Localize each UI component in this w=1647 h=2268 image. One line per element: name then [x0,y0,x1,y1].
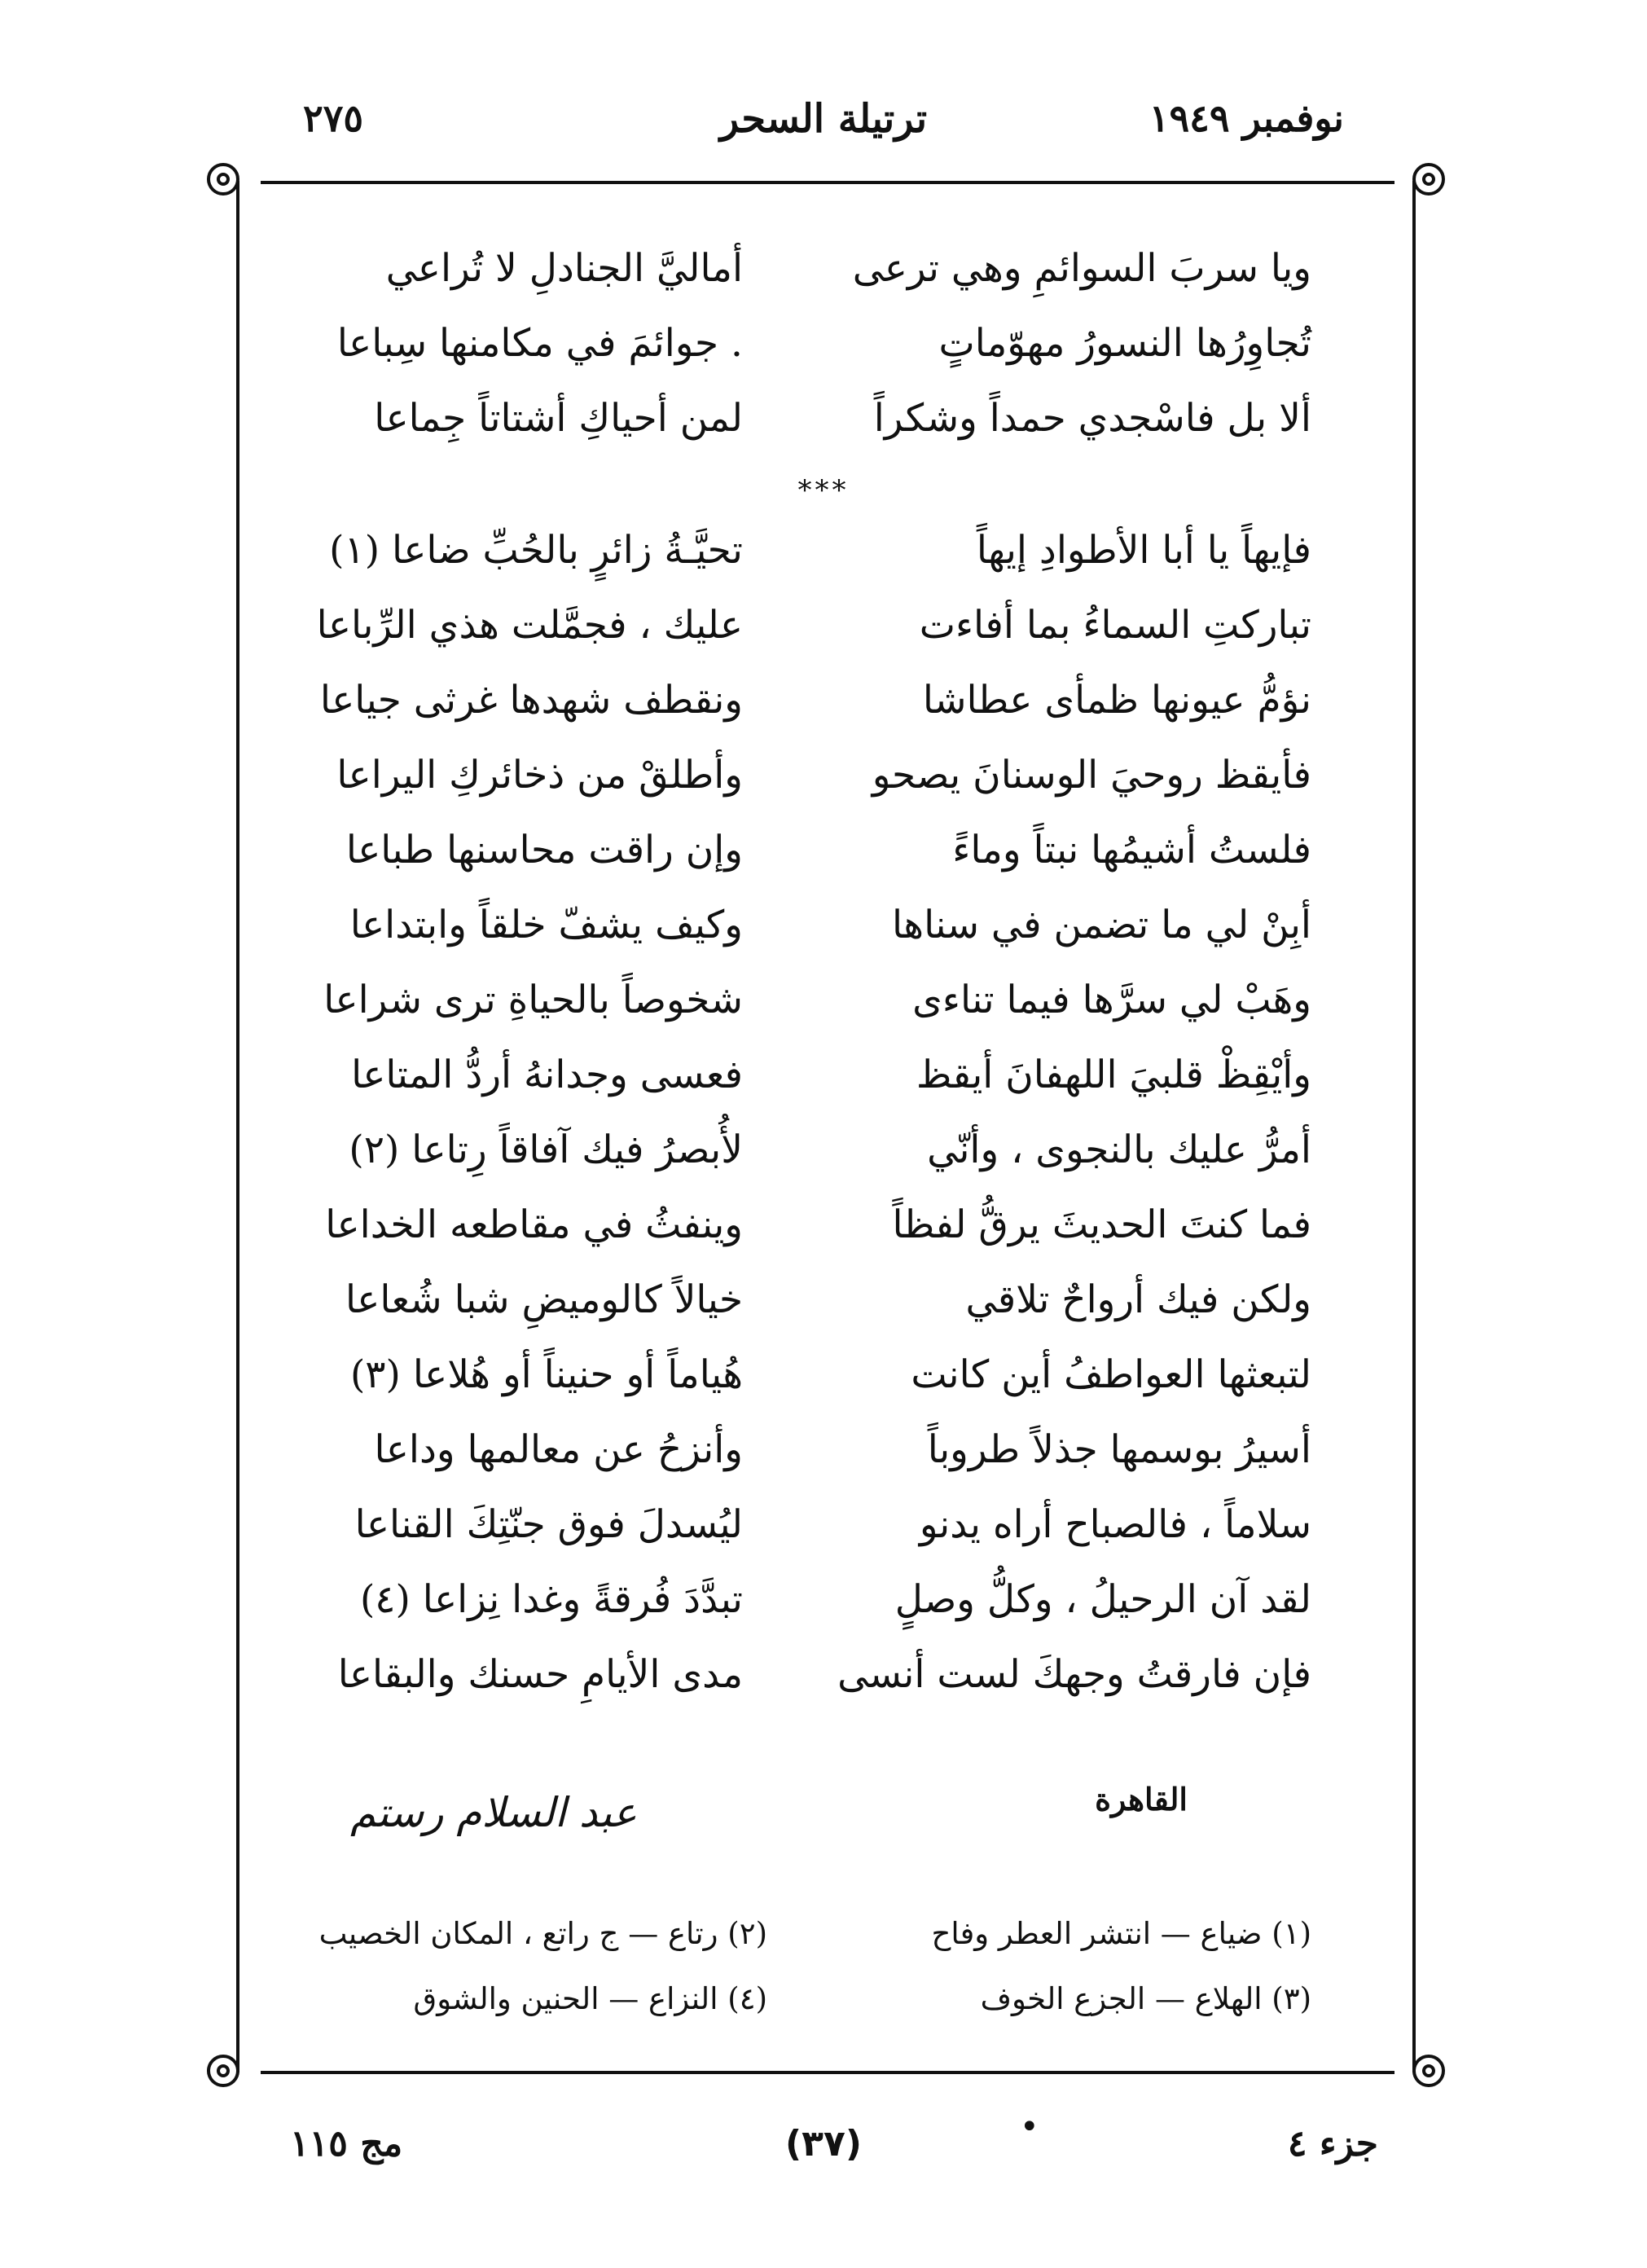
verse-hemistich-left: هُياماً أو حنيناً أو هُلاعا (٣) [349,1352,743,1397]
volume-number: مج ١١٥ [290,2123,403,2165]
verse-hemistich-left: شخوصاً بالحياةِ ترى شراعا [323,978,743,1022]
verse-hemistich-right: ويا سربَ السوائمِ وهي ترعى [852,246,1311,291]
left-border [236,181,239,2072]
verse-hemistich-right: ولكن فيك أرواحٌ تلاقي [965,1277,1311,1322]
bottom-rule [261,2071,1394,2074]
footnote: (٤) النزاع — الحنين والشوق [413,1981,767,2016]
verse-hemistich-right: أبِنْ لي ما تضمن في سناها [891,903,1311,947]
verse-hemistich-right: أسيرُ بوسمها جذلاً طروباً [927,1427,1311,1472]
verse-hemistich-left: وينفثُ في مقاطعه الخداعا [325,1202,743,1247]
footer-dot: • [1020,2108,1039,2146]
verse-hemistich-left: وإن راقت محاسنها طباعا [345,828,743,872]
verse-hemistich-left: ونقطف شهدها غرثى جياعا [319,678,743,723]
verse-hemistich-left: عليك ، فجمَّلت هذي الرِّباعا [316,603,743,648]
verse-hemistich-left: لمن أحياكِ أشتاتاً جِماعا [374,396,743,441]
verse-hemistich-right: فما كنتَ الحديثَ يرقُّ لفظاً [892,1202,1311,1247]
place-name: القاهرة [1095,1781,1188,1817]
verse-hemistich-left: مدى الأيامِ حسنك والبقاعا [337,1652,743,1697]
verse-hemistich-right: ألا بل فاسْجدي حمداً وشكراً [873,396,1311,441]
footnote: (١) ضياع — انتشر العطر وفاح [931,1916,1311,1951]
ornament-icon [207,163,239,196]
verse-hemistich-right: لتبعثها العواطفُ أين كانت [911,1352,1311,1397]
verse-hemistich-left: تحيَّـةُ زائرٍ بالحُبِّ ضاعا (١) [329,528,743,573]
page-number: ٢٧٥ [303,96,364,140]
verse-hemistich-right: فأيقظ روحيَ الوسنانَ يصحو [872,753,1311,798]
issue-date: نوفمبر ١٩٤٩ [1149,96,1344,140]
verse-hemistich-left: خيالاً كالوميضِ شبا شُعاعا [345,1277,743,1322]
part-number: جزء ٤ [1287,2123,1378,2165]
right-border [1412,181,1416,2072]
verse-hemistich-left: تبدَّدَ فُرقةً وغدا نِزاعا (٤) [359,1577,743,1622]
verse-hemistich-right: سلاماً ، فالصباح أراه يدنو [919,1502,1311,1547]
verse-hemistich-right: فإن فارقتُ وجهكَ لست أنسى [837,1652,1311,1697]
verse-hemistich-left: وكيف يشفّ خلقاً وابتداعا [349,903,743,947]
top-rule [261,181,1394,184]
verse-hemistich-left: أماليَّ الجنادلِ لا تُراعي [385,246,743,291]
verse-hemistich-right: نؤمُّ عيونها ظمأى عطاشا [922,678,1311,723]
verse-hemistich-right: وأيْقِظْ قلبيَ اللهفانَ أيقظ [916,1053,1311,1097]
footnote: (٣) الهلاع — الجزع الخوف [980,1981,1311,2016]
ornament-icon [207,2055,239,2087]
verse-hemistich-right: أمرُّ عليك بالنجوى ، وأنّي [927,1127,1311,1172]
author-signature: عبد السلام رستم [350,1789,637,1836]
issue-page-number: (٣٧) [785,2123,862,2165]
footnote: (٢) رتاع — ج راتع ، المكان الخصيب [318,1916,767,1951]
verse-hemistich-right: تُجاوِرُها النسورُ مهوّماتٍ [938,321,1311,366]
verse-hemistich-left: . جوائمَ في مكامنها سِباعا [336,321,743,366]
ornament-icon [1412,2055,1445,2087]
verse-hemistich-right: لقد آن الرحيلُ ، وكلُّ وصلٍ [894,1577,1311,1622]
verse-hemistich-left: وأنزحُ عن معالمها وداعا [374,1427,743,1472]
page-title: ترتيلة السحر [719,96,928,142]
ornament-icon [1412,163,1445,196]
verse-hemistich-right: فإيهاً يا أبا الأطوادِ إيهاً [976,528,1311,573]
verse-hemistich-right: تباركتِ السماءُ بما أفاءت [919,603,1311,648]
section-separator: *** [797,474,850,507]
verse-hemistich-left: ليُسدلَ فوق جنّتِكَ القناعا [354,1502,743,1547]
verse-hemistich-right: وهَبْ لي سرَّها فيما تناءى [912,978,1311,1022]
verse-hemistich-left: فعسى وجدانهُ أردُّ المتاعا [351,1053,743,1097]
verse-hemistich-left: وأطلقْ من ذخائركِ اليراعا [336,753,743,798]
verse-hemistich-right: فلستُ أشيمُها نبتاً وماءً [952,828,1311,872]
verse-hemistich-left: لأُبصرُ فيك آفاقاً رِتاعا (٢) [349,1127,743,1172]
